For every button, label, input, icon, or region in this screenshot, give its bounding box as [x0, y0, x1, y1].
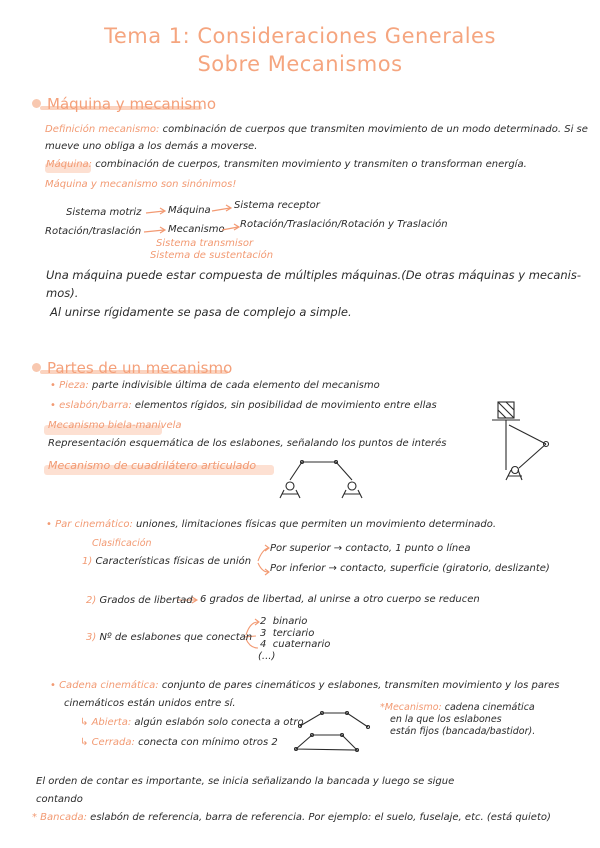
- cadena-text: conjunto de pares cinemáticos y eslabones, transmiten movimiento y los pares: [161, 680, 560, 691]
- c3-cuaternario: [260, 639, 330, 650]
- mecanismo-word: Mecanismo: [168, 224, 225, 235]
- eslabon-line: • eslabón/barra: elementos rígidos, sin posibilidad de movimiento entre ellas: [50, 400, 437, 411]
- par-label: Par cinemático:: [55, 519, 133, 530]
- side-note-label: *Mecanismo:: [380, 702, 442, 713]
- section-heading-text: Partes de un mecanismo: [47, 359, 233, 377]
- par-text: uniones, limitaciones físicas que permiten un movimiento determinado.: [136, 519, 497, 530]
- maquina-word: Máquina: [168, 205, 211, 216]
- c3-terciario-text: terciario: [272, 628, 315, 639]
- side-note-line2: en la que los eslabones: [390, 714, 502, 725]
- c1-num: 1): [82, 556, 93, 567]
- sinonimos-note: Máquina y mecanismo son sinónimos!: [45, 179, 237, 190]
- c2-rest: 6 grados de libertad, al unirse a otro cuerpo se reducen: [200, 594, 480, 605]
- representacion-line: Representación esquemática de los eslabones, señalando los puntos de interés: [48, 438, 447, 449]
- c3-cuaternario-num: 4: [260, 639, 267, 650]
- sistema-motriz: Sistema motriz: [66, 207, 142, 218]
- def-mecanismo-label: Definición mecanismo:: [45, 124, 160, 135]
- orden-line1: El orden de contar es importante, se inicia señalizando la bancada y luego se sigue: [36, 776, 455, 787]
- cerrada-text: conecta con mínimo otros 2: [138, 737, 278, 748]
- abierta-label: Abierta:: [91, 717, 132, 728]
- clasificacion-label: Clasificación: [92, 538, 152, 549]
- c1-superior: Por superior → contacto, 1 punto o línea: [270, 543, 471, 554]
- def-maquina-label: Máquina:: [46, 159, 93, 170]
- pieza-label: Pieza:: [59, 380, 89, 391]
- compuesta-line2: mos).: [46, 286, 79, 300]
- sistema-receptor: Sistema receptor: [234, 200, 320, 211]
- c3-line: [86, 632, 252, 643]
- c3-binario-num: 2: [260, 616, 267, 627]
- c3-num: 3): [86, 632, 97, 643]
- par-line: • Par cinemático: uniones, limitaciones físicas que permiten un movimiento determinado.: [46, 519, 497, 530]
- c3-cuaternario-text: cuaternario: [272, 639, 331, 650]
- c3-binario: [260, 616, 307, 627]
- def-mecanismo-line2: mueve uno obliga a los demás a moverse.: [45, 141, 258, 152]
- side-note-line3: están fijos (bancada/bastidor).: [390, 726, 536, 737]
- rotacion-list: Rotación/Traslación/Rotación y Traslación: [240, 219, 448, 230]
- rotacion-traslacion: Rotación/traslación: [45, 226, 142, 237]
- side-note-text: cadena cinemática: [444, 702, 535, 713]
- compuesta-line1: Una máquina puede estar compuesta de múltiples máquinas.(De otras máquinas y mecanis-: [46, 268, 582, 282]
- side-note-line1: [380, 702, 535, 713]
- sistema-transmisor: Sistema transmisor: [156, 238, 254, 249]
- biela-manivela-sketch: [492, 402, 549, 480]
- c2-num: 2): [86, 595, 97, 606]
- c3-terciario: [260, 628, 314, 639]
- cadena-label: Cadena cinemática:: [59, 680, 159, 691]
- pieza-text: parte indivisible última de cada elemento del mecanismo: [91, 380, 380, 391]
- c1-inferior: Por inferior → contacto, superficie (giratorio, deslizante): [270, 563, 550, 574]
- c1-line: [82, 556, 251, 567]
- c1-text: Características físicas de unión: [95, 556, 252, 567]
- pieza-line: • Pieza: parte indivisible última de cada elemento del mecanismo: [50, 380, 380, 391]
- c2-text: Grados de libertad: [99, 595, 193, 606]
- bancada-label: * Bancada:: [32, 812, 87, 823]
- c3-binario-text: binario: [272, 616, 308, 627]
- orden-line2: contando: [36, 794, 83, 805]
- c3-text: Nº de eslabones que conectan: [99, 632, 253, 643]
- abierta-line: ↳ Abierta: algún eslabón solo conecta a otro: [80, 717, 304, 728]
- rigido-line: Al unirse rígidamente se pasa de complejo a simple.: [50, 305, 352, 319]
- def-mecanismo-text: combinación de cuerpos que transmiten movimiento de un modo determinado. Si se: [162, 124, 588, 135]
- cerrada-line: ↳ Cerrada: conecta con mínimo otros 2: [80, 737, 278, 748]
- c3-etc: (...): [258, 651, 276, 662]
- section-heading-text: Máquina y mecanismo: [47, 95, 216, 113]
- cuadrilatero-sketch: [280, 461, 362, 499]
- biela-label: Mecanismo biela-manivela: [48, 420, 182, 431]
- cadena-line2: cinemáticos están unidos entre sí.: [64, 698, 236, 709]
- c2-line: [86, 595, 193, 606]
- cadena-line1: • Cadena cinemática: conjunto de pares cinemáticos y eslabones, transmiten movimiento y los pares: [50, 680, 560, 691]
- cuadrilatero-label: Mecanismo de cuadrilátero articulado: [48, 459, 257, 472]
- eslabon-text: elementos rígidos, sin posibilidad de movimiento entre ellas: [134, 400, 437, 411]
- page-title: Tema 1: Consideraciones Generales: [104, 24, 496, 48]
- eslabon-label: eslabón/barra:: [59, 400, 132, 411]
- bancada-text: eslabón de referencia, barra de referencia. Por ejemplo: el suelo, fuselaje, etc. (está quieto): [90, 812, 551, 823]
- c3-terciario-num: 3: [260, 628, 267, 639]
- def-maquina-text: combinación de cuerpos, transmiten movimiento y transmiten o transforman energía.: [95, 159, 527, 170]
- bancada-line: [32, 812, 551, 823]
- cerrada-label: Cerrada:: [91, 737, 135, 748]
- cadena-sketch: [295, 712, 370, 752]
- sistema-sustentacion: Sistema de sustentación: [150, 250, 274, 261]
- abierta-text: algún eslabón solo conecta a otro: [134, 717, 304, 728]
- page-subtitle: Sobre Mecanismos: [197, 52, 403, 76]
